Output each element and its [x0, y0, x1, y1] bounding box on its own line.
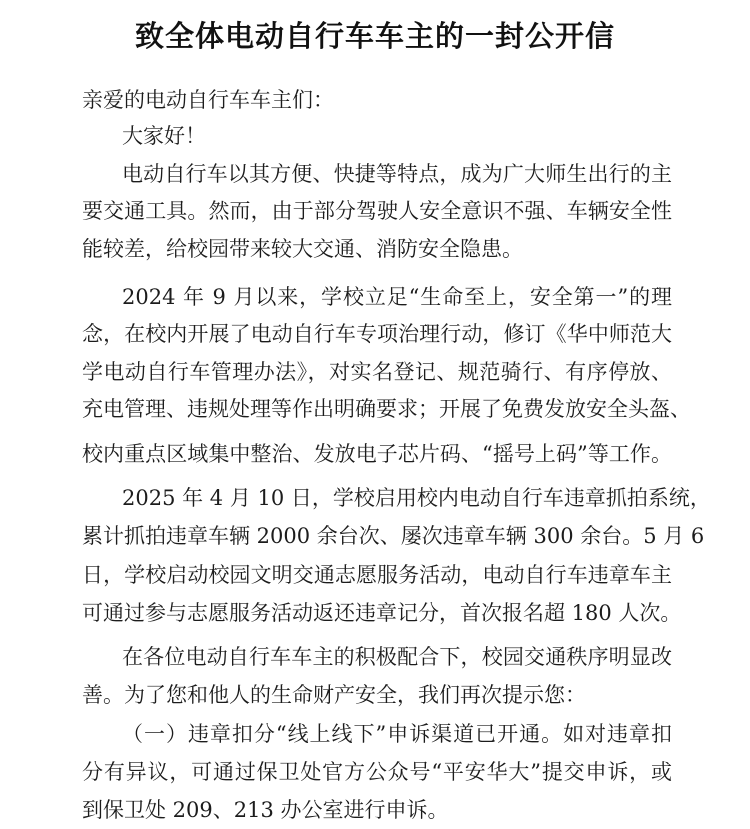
- paragraph-1-line-1: 电动自行车以其方便、快捷等特点，成为广大师生出行的主: [122, 162, 672, 186]
- paragraph-4-line-1: 在各位电动自行车车主的积极配合下，校园交通秩序明显改: [122, 645, 672, 669]
- greeting: 大家好！: [122, 124, 206, 148]
- paragraph-1-line-3: 能较差，给校园带来较大交通、消防安全隐患。: [82, 237, 523, 261]
- paragraph-2-line-2: 念，在校内开展了电动自行车专项治理行动，修订《华中师范大: [82, 322, 672, 346]
- paragraph-3-line-1: 2025 年 4 月 10 日，学校启用校内电动自行车违章抓拍系统，: [122, 486, 711, 510]
- paragraph-4-line-2: 善。为了您和他人的生命财产安全，我们再次提示您：: [82, 683, 586, 707]
- paragraph-5-line-3: 到保卫处 209、213 办公室进行申诉。: [82, 798, 449, 822]
- paragraph-5-line-1: （一）违章扣分“线上线下”申诉渠道已开通。如对违章扣: [122, 722, 672, 746]
- paragraph-5-line-2: 分有异议，可通过保卫处官方公众号“平安华大”提交申诉，或: [82, 760, 672, 784]
- paragraph-2-line-1: 2024 年 9 月以来，学校立足“生命至上，安全第一”的理: [122, 285, 672, 309]
- paragraph-3-line-4: 可通过参与志愿服务活动返还违章记分，首次报名超 180 人次。: [82, 601, 682, 625]
- paragraph-2-line-5: 校内重点区域集中整治、发放电子芯片码、“摇号上码”等工作。: [82, 442, 672, 466]
- paragraph-2-line-4: 充电管理、违规处理等作出明确要求；开展了免费发放安全头盔、: [82, 397, 691, 421]
- letter-title: 致全体电动自行车车主的一封公开信: [134, 19, 615, 53]
- paragraph-2-line-3: 学电动自行车管理办法》，对实名登记、规范骑行、有序停放、: [82, 360, 672, 384]
- paragraph-1-line-2: 要交通工具。然而，由于部分驾驶人安全意识不强、车辆安全性: [82, 199, 672, 223]
- paragraph-3-line-2: 累计抓拍违章车辆 2000 余台次、屡次违章车辆 300 余台。5 月 6: [82, 524, 705, 548]
- paragraph-3-line-3: 日，学校启动校园文明交通志愿服务活动，电动自行车违章车主: [82, 563, 672, 587]
- salutation: 亲爱的电动自行车车主们：: [82, 88, 334, 112]
